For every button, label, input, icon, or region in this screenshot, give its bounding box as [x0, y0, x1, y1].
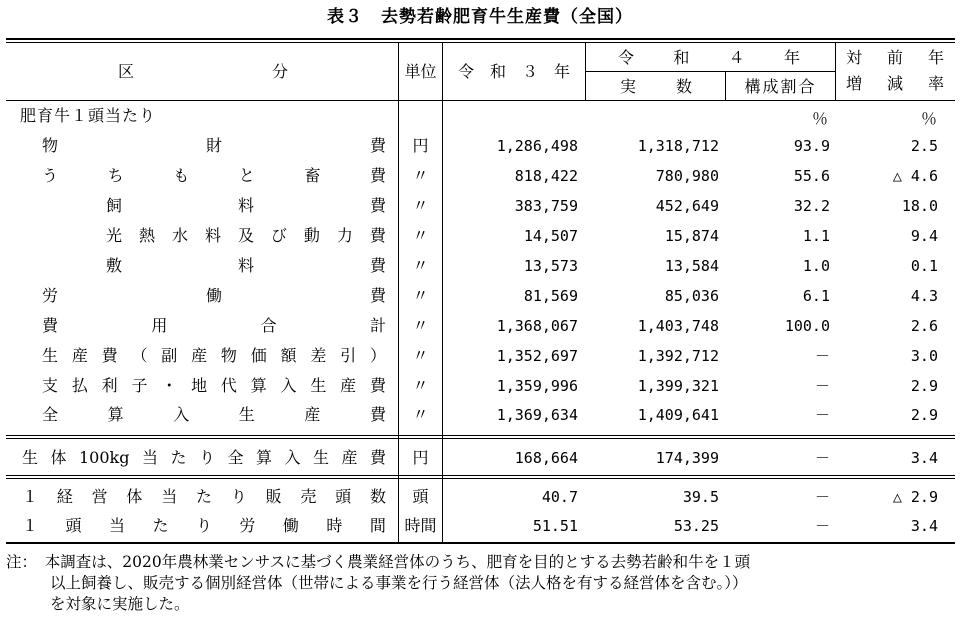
row-label-char: り [195, 516, 212, 535]
row-label-char: 代 [220, 376, 237, 395]
row-label [42, 316, 386, 336]
row-share: 93.9 [793, 137, 830, 155]
header-zogen-char: 減 [886, 74, 903, 93]
row-label-char: 用 [151, 316, 168, 335]
row-r3: 818,422 [514, 167, 578, 185]
row-unit: 円 [412, 136, 429, 155]
row-r3: 1,369,634 [496, 406, 578, 424]
row-label-char: 働 [205, 286, 222, 305]
row-share: 1.0 [802, 257, 830, 275]
row-change: 2.9 [910, 406, 938, 424]
row-r4: 15,874 [664, 227, 719, 245]
row-r4: 85,036 [664, 287, 719, 305]
top-double-rule-2 [6, 42, 955, 43]
row-label [22, 448, 386, 468]
row-label-char: 生 [238, 405, 255, 424]
header-taizen [846, 48, 944, 68]
row-label-char: （ [131, 346, 148, 365]
row-change: 9.4 [910, 227, 938, 245]
row-label-char: ・ [161, 376, 178, 395]
footnote [6, 552, 956, 615]
row-unit: 〃 [412, 405, 429, 424]
r4-subheader-rule [585, 71, 835, 72]
row-share: 32.2 [793, 197, 830, 215]
percent-mark-change: ％ [921, 109, 938, 128]
row-label-char: 体 [50, 448, 67, 467]
row-label-char: 入 [280, 376, 297, 395]
row-r4: 1,399,321 [637, 377, 719, 395]
header-unit: 単位 [404, 62, 437, 81]
row-label-char: 力 [336, 226, 353, 245]
row-label-char: ち [107, 166, 124, 185]
row-label-char: 当 [141, 448, 158, 467]
section-label: 肥育牛１頭当たり [20, 106, 157, 125]
row-label-char: 100kg [79, 448, 130, 467]
row-label-char: 産 [191, 346, 208, 365]
row-r3: 51.51 [532, 517, 578, 535]
row-r3: 1,368,067 [496, 317, 578, 335]
header-zogen [846, 74, 944, 94]
header-kubun-left: 区 [118, 62, 135, 81]
header-taizen-char: 年 [927, 48, 944, 67]
row-label-char: 価 [250, 346, 267, 365]
row-label [106, 196, 386, 216]
row-label-char: 物 [42, 136, 59, 155]
row-label-char: 額 [280, 346, 297, 365]
row-label-char: 販 [265, 487, 282, 506]
row-r4: 1,403,748 [637, 317, 719, 335]
table-title: 表３ 去勢若齢肥育牛生産費（全国） [327, 7, 633, 27]
row-label-char: 支 [42, 376, 59, 395]
row-unit: 〃 [412, 346, 429, 365]
row-share: － [814, 517, 830, 535]
row-label-char: 料 [237, 256, 254, 275]
header-zogen-char: 増 [846, 74, 863, 93]
row-label-char: 間 [369, 516, 386, 535]
percent-mark-share: ％ [812, 109, 829, 128]
row-share: 100.0 [784, 317, 830, 335]
row-label-char: 入 [284, 448, 301, 467]
row-r3: 168,664 [514, 449, 578, 467]
row-label-char: 費 [369, 376, 386, 395]
header-r4-char: 和 [673, 48, 690, 67]
top-double-rule-1 [6, 38, 955, 40]
row-change: 0.1 [910, 257, 938, 275]
row-label-char: 合 [260, 316, 277, 335]
row-label-char: 産 [341, 448, 358, 467]
row-label-char: 費 [369, 226, 386, 245]
row-label-char: 生 [312, 448, 329, 467]
row-label-char: 引 [340, 346, 357, 365]
row-label-char: 営 [91, 487, 108, 506]
mid-double-rule-2 [6, 438, 955, 439]
col-line-change-left [835, 42, 836, 101]
row-label-char: 時 [326, 516, 343, 535]
row-label-char: り [230, 487, 247, 506]
row-label-char: 生 [42, 346, 59, 365]
row-change: △ 4.6 [892, 167, 938, 185]
row-label-char: 計 [369, 316, 386, 335]
row-r4: 39.5 [682, 488, 719, 506]
row-change: 2.5 [910, 137, 938, 155]
header-taizen-char: 前 [886, 48, 903, 67]
row-r3: 13,573 [523, 257, 578, 275]
row-unit: 頭 [412, 487, 429, 506]
row-label-char: 光 [106, 226, 123, 245]
footnote-line: を対象に実施した。 [50, 595, 190, 613]
row-label-char: 費 [369, 166, 386, 185]
row-label-char: 全 [227, 448, 244, 467]
row-label-char: 副 [161, 346, 178, 365]
row-share: 55.6 [793, 167, 830, 185]
row-r4: 780,980 [655, 167, 719, 185]
row-label-char: 敷 [106, 256, 123, 275]
row-label-char: た [170, 448, 187, 467]
row-unit: 〃 [412, 286, 429, 305]
row-r3: 81,569 [523, 287, 578, 305]
row-label-char: 差 [310, 346, 327, 365]
row-share: － [814, 488, 830, 506]
row-change: 2.6 [910, 317, 938, 335]
header-kubun-right: 分 [272, 62, 289, 81]
row-label-char: 当 [161, 487, 178, 506]
row-label-char: 入 [173, 405, 190, 424]
row-label-char: う [42, 166, 59, 185]
row-change: △ 2.9 [892, 488, 938, 506]
row-share: － [814, 406, 830, 424]
row-unit: 円 [412, 448, 429, 467]
row-unit: 〃 [412, 166, 429, 185]
row-label-char: ） [369, 346, 386, 365]
row-label-char: た [195, 487, 212, 506]
row-label-char: 費 [42, 316, 59, 335]
row-share: － [814, 347, 830, 365]
row-label-char: 生 [22, 448, 39, 467]
row-share: － [814, 449, 830, 467]
row-label-char: た [152, 516, 169, 535]
header-kosei: 構成割合 [744, 77, 817, 96]
row-label-char: び [270, 226, 287, 245]
row-label-char: 畜 [304, 166, 321, 185]
header-r3: 令 和 ３ 年 [457, 62, 570, 81]
row-change: 3.4 [910, 517, 938, 535]
row-label [22, 516, 386, 536]
row-r3: 14,507 [523, 227, 578, 245]
mid-double-rule-3 [6, 475, 955, 476]
row-label-char: も [173, 166, 190, 185]
row-label-char: 費 [101, 346, 118, 365]
row-label [42, 286, 386, 306]
row-unit: 〃 [412, 376, 429, 395]
row-label-char: 売 [300, 487, 317, 506]
mid-double-rule-4 [6, 478, 955, 479]
row-share: 6.1 [802, 287, 830, 305]
row-label-char: 飼 [106, 196, 123, 215]
row-label-char: 動 [303, 226, 320, 245]
row-label-char: 全 [42, 405, 59, 424]
row-share: － [814, 377, 830, 395]
row-r4: 1,409,641 [637, 406, 719, 424]
header-r4 [618, 48, 800, 68]
row-label-char: 経 [56, 487, 73, 506]
row-unit: 〃 [412, 256, 429, 275]
row-label-char: 算 [255, 448, 272, 467]
row-label-char: 財 [205, 136, 222, 155]
row-label-char: 水 [171, 226, 188, 245]
row-label-char: １ [22, 487, 39, 506]
row-label-char: 費 [369, 286, 386, 305]
row-label-char: 働 [282, 516, 299, 535]
row-r3: 1,352,697 [496, 347, 578, 365]
row-label-char: 産 [304, 405, 321, 424]
row-label-char: り [198, 448, 215, 467]
header-zogen-char: 率 [927, 74, 944, 93]
header-r4-char: 年 [783, 48, 800, 67]
row-label-char: 地 [191, 376, 208, 395]
row-label-char: 産 [71, 346, 88, 365]
bottom-rule [6, 542, 955, 544]
row-label-char: 費 [369, 136, 386, 155]
header-jissu-char: 実 [620, 77, 637, 96]
row-label-char: 労 [239, 516, 256, 535]
row-r3: 383,759 [514, 197, 578, 215]
row-label-char: 子 [131, 376, 148, 395]
row-r4: 452,649 [655, 197, 719, 215]
row-label-char: 費 [369, 196, 386, 215]
row-label-char: 頭 [335, 487, 352, 506]
row-change: 4.3 [910, 287, 938, 305]
row-label [42, 405, 386, 425]
row-label-char: 生 [310, 376, 327, 395]
row-r4: 53.25 [673, 517, 719, 535]
header-jissu [620, 77, 692, 97]
row-r3: 1,359,996 [496, 377, 578, 395]
row-share: 1.1 [802, 227, 830, 245]
header-r4-char: ４ [728, 48, 745, 67]
row-label-char: 料 [204, 226, 221, 245]
row-label-char: 体 [126, 487, 143, 506]
header-jissu-char: 数 [675, 77, 692, 96]
row-unit: 〃 [412, 226, 429, 245]
row-label-char: 及 [237, 226, 254, 245]
row-change: 2.9 [910, 377, 938, 395]
header-taizen-char: 対 [846, 48, 863, 67]
row-label-char: 利 [101, 376, 118, 395]
header-bottom-rule [6, 100, 955, 101]
row-label-char: 労 [42, 286, 59, 305]
row-label [42, 376, 386, 396]
row-r4: 1,318,712 [637, 137, 719, 155]
header-r4-char: 令 [618, 48, 635, 67]
mid-double-rule-1 [6, 435, 955, 436]
row-label-char: 産 [340, 376, 357, 395]
row-label-char: と [238, 166, 255, 185]
row-change: 18.0 [901, 197, 938, 215]
row-change: 3.0 [910, 347, 938, 365]
row-label-char: 当 [108, 516, 125, 535]
row-label-char: 頭 [65, 516, 82, 535]
row-r4: 13,584 [664, 257, 719, 275]
row-label-char: 費 [369, 405, 386, 424]
row-unit: 〃 [412, 196, 429, 215]
row-label [42, 346, 386, 366]
row-label-char: 費 [369, 256, 386, 275]
row-r3: 1,286,498 [496, 137, 578, 155]
row-label-char: 数 [369, 487, 386, 506]
row-label-char: 算 [107, 405, 124, 424]
row-r3: 40.7 [541, 488, 578, 506]
row-label-char: 料 [237, 196, 254, 215]
row-label-char: 物 [220, 346, 237, 365]
row-r4: 174,399 [655, 449, 719, 467]
row-r4: 1,392,712 [637, 347, 719, 365]
row-label [42, 136, 386, 156]
footnote-line: 以上飼養し、販売する個別経営体（世帯による事業を行う経営体（法人格を有する経営体を含む。）） [50, 574, 748, 592]
row-label-char: 費 [369, 448, 386, 467]
row-change: 3.4 [910, 449, 938, 467]
row-label [22, 487, 386, 507]
row-label-char: １ [22, 516, 39, 535]
row-label [106, 256, 386, 276]
row-label-char: 払 [71, 376, 88, 395]
row-label [42, 166, 386, 186]
footnote-line: 注： 本調査は、2020年農林業センサスに基づく農業経営体のうち、肥育を目的とする去勢若齢和牛を１頭 [6, 553, 751, 571]
row-label [106, 226, 386, 246]
row-unit: 時間 [404, 516, 437, 535]
row-unit: 〃 [412, 316, 429, 335]
row-label-char: 熱 [138, 226, 155, 245]
row-label-char: 算 [250, 376, 267, 395]
